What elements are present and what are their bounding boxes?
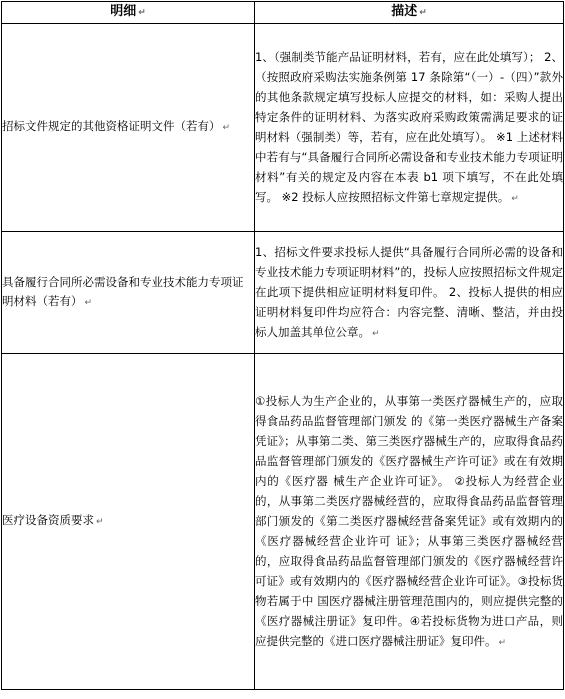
header-description bbox=[255, 2, 564, 24]
row-description-cell bbox=[255, 232, 564, 354]
paragraph-mark-icon: ↵ bbox=[498, 637, 507, 648]
header-item bbox=[2, 2, 255, 24]
paragraph-mark-icon: ↵ bbox=[511, 193, 519, 204]
paragraph-mark-icon: ↵ bbox=[138, 8, 146, 18]
table-row bbox=[2, 24, 564, 232]
row-item-cell bbox=[2, 354, 255, 690]
spec-table bbox=[1, 1, 564, 690]
paragraph-mark-icon: ↵ bbox=[96, 517, 104, 527]
row-description-text: ①投标人为生产企业的，从事第一类医疗器械生产的，应取得食品药品监督管理部门颁发 的《第一类医疗器械生产备案凭证》；从事第二类、第三类医疗器械生产的，应取得食品药品监督管理部门颁发的《医疗器械生产许可证》或在有效期内的《医疗器 械生产企业许可证》。 ②投标人为经营企业的，从事第二类医疗器械经营的，应取得食品药品监督管理部门颁发的《第二类医疗器械经营备案凭证》或有效期内的《医疗器械经营企业许可 证》；从事第三类医疗器械经营的，应取得食品药品监督管理部门颁发的《医疗器械经营许可证》或有效期内的《医疗器械经营企业许可证》。③投标货物若属于中 国医疗器械注册管理范围内的，则应提供完整的《医疗器械注册证》复印件。④若投标货物为进口产品，则应提供完整的《进口医疗器械注册证》复印件。 bbox=[255, 393, 563, 648]
paragraph-mark-icon: ↵ bbox=[84, 297, 93, 308]
header-item-label: 明细 bbox=[110, 4, 137, 19]
table-row bbox=[2, 354, 564, 690]
row-item-text: 医疗设备资质要求 bbox=[2, 513, 94, 527]
row-description-text: 1、（强制类节能产品证明材料，若有，应在此处填写）； 2、（按照政府采购法实施条例第 17 条除第“（一）-（四）”款外的其他条款规定填写投标人应提交的材料，如：采购人提出特定条件的证明材料、为落实政府采购政策需满足要求的证明材料（强制类）等，若有，应在此处填写）。 ※1 上述材料中若有与“具备履行合同所必需设备和专业技术能力专项证明材料”有关的规定及内容在本表 b1 项下填写，不在此处填写。 ※2 投标人应按照招标文件第七章规定提供。 bbox=[255, 49, 563, 204]
paragraph-mark-icon: ↵ bbox=[419, 8, 427, 18]
header-description-label: 描述 bbox=[391, 4, 418, 19]
row-item-cell bbox=[2, 232, 255, 354]
row-description-cell bbox=[255, 354, 564, 690]
row-item-text: 招标文件规定的其他资格证明文件（若有） bbox=[2, 119, 221, 133]
table-row bbox=[2, 232, 564, 354]
row-description-text: 1、招标文件要求投标人提供“具备履行合同所必需的设备和专业技术能力专项证明材料”的，投标人应按照招标文件规定在此项下提供相应证明材料复印件。 2、投标人提供的相应证明材料复印件均应符合：内容完整、清晰、整洁，并由投标人加盖其单位公章。 bbox=[255, 244, 563, 339]
table-header-row bbox=[2, 2, 564, 24]
row-description-cell bbox=[255, 24, 564, 232]
row-item-cell bbox=[2, 24, 255, 232]
paragraph-mark-icon: ↵ bbox=[222, 123, 231, 133]
paragraph-mark-icon: ↵ bbox=[372, 328, 380, 339]
row-item-text: 具备履行合同所必需设备和专业技术能力专项证明材料（若有） bbox=[2, 274, 244, 308]
